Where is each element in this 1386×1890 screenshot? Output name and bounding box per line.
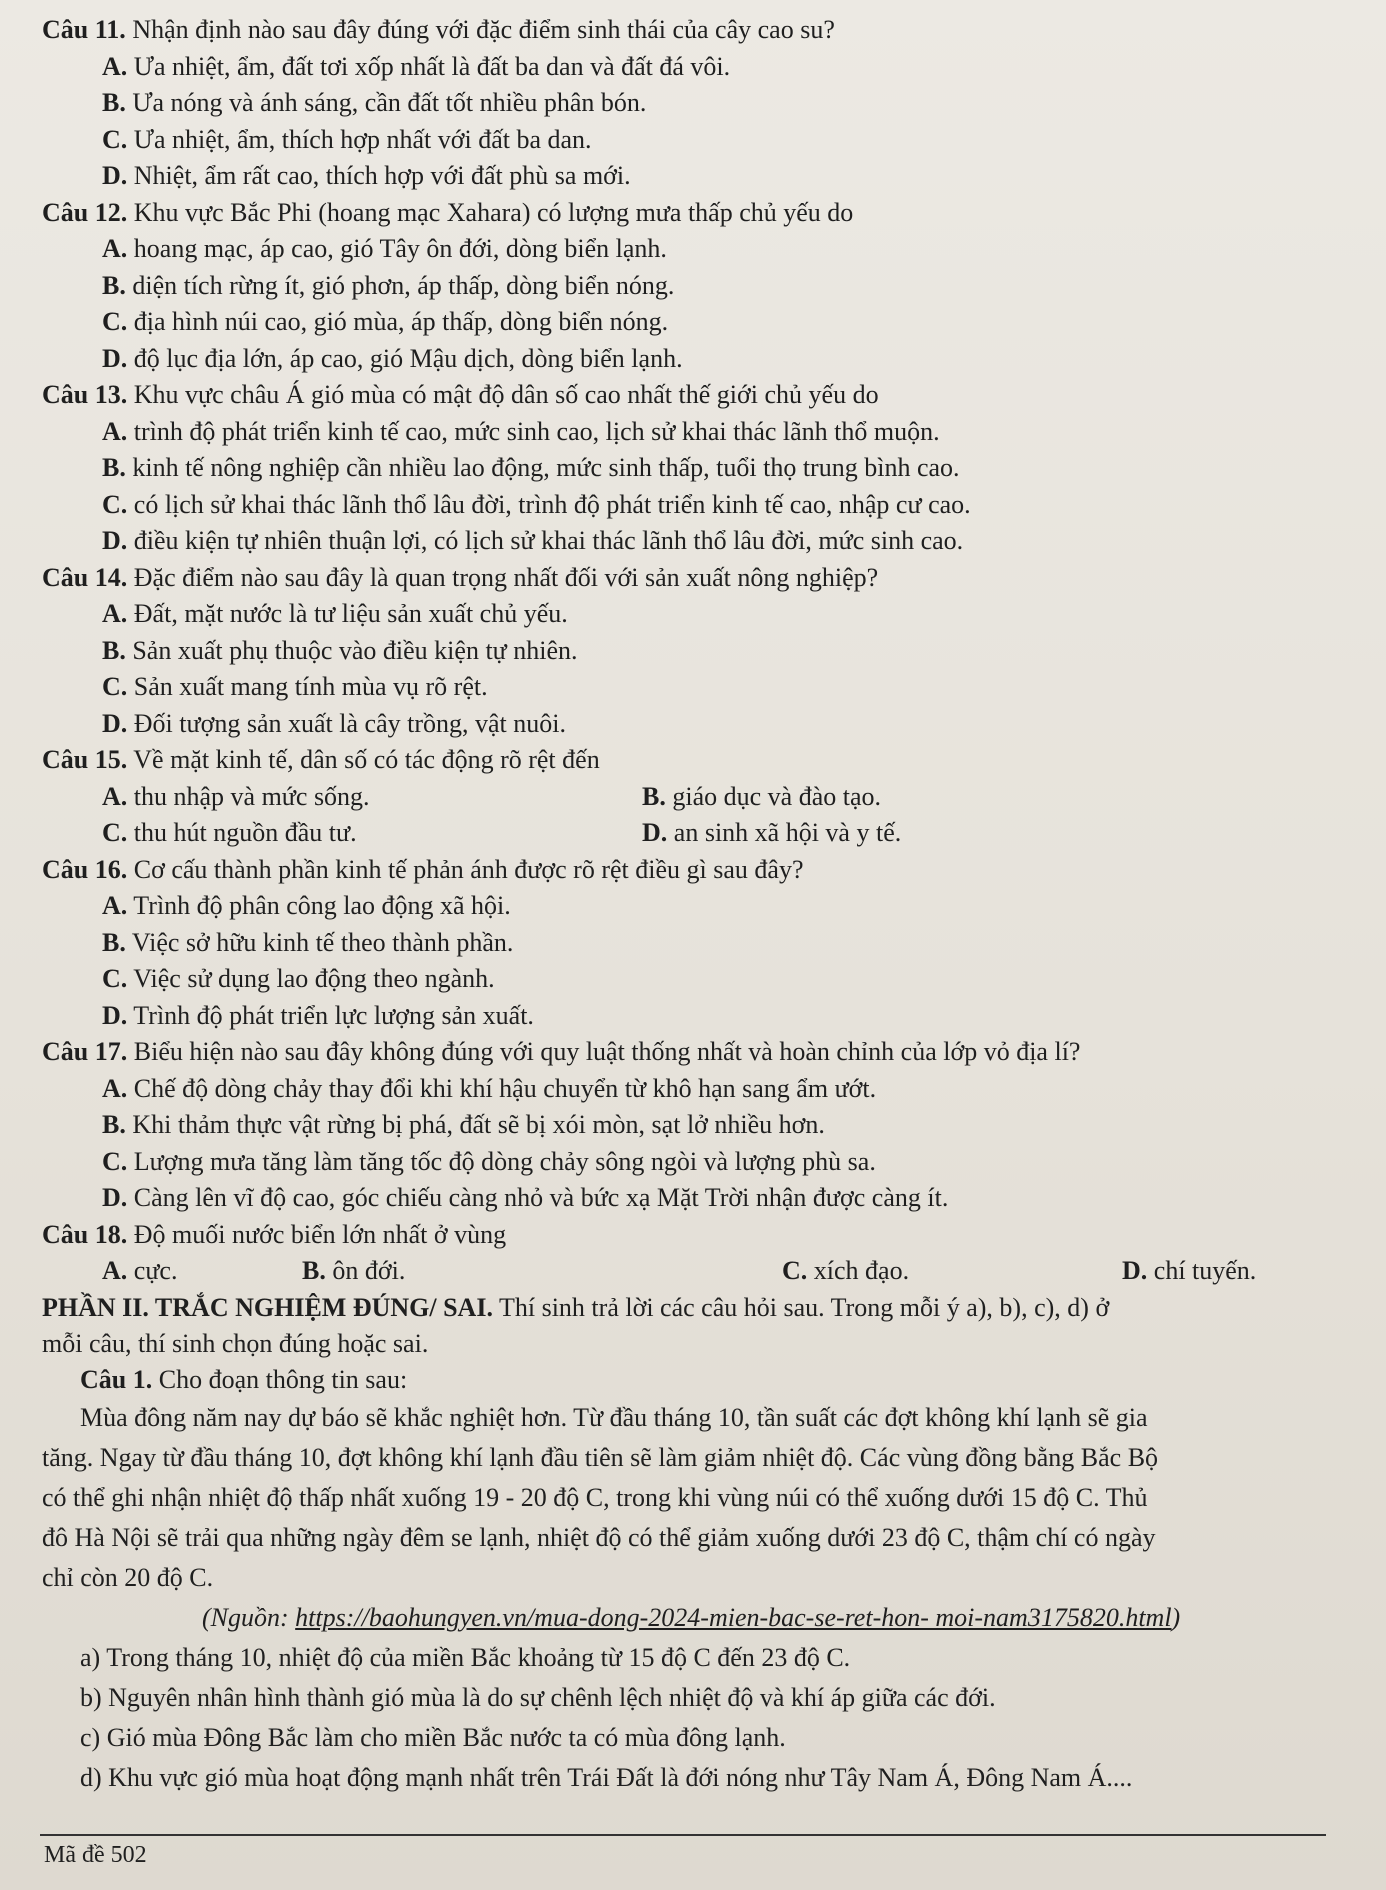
questions-11-14 — [42, 12, 1346, 742]
part-2-instruction: mỗi câu, thí sinh chọn đúng hoặc sai. — [42, 1328, 429, 1358]
question-text: Khu vực châu Á gió mùa có mật độ dân số cao nhất thế giới chủ yếu do — [127, 380, 879, 409]
option: D. Nhiệt, ẩm rất cao, thích hợp với đất phù sa mới. — [102, 161, 631, 190]
question-number: Câu 16. — [42, 854, 128, 884]
option: C. địa hình núi cao, gió mùa, áp thấp, dòng biển nóng. — [102, 307, 669, 336]
question-text: Biểu hiện nào sau đây không đúng với quy luật thống nhất và hoàn chỉnh của lớp vỏ địa lí? — [127, 1037, 1081, 1066]
question — [42, 1034, 1346, 1217]
question-number: Câu 1. — [80, 1364, 153, 1394]
source-citation: (Nguồn: https://baohungyen.vn/mua-dong-2024-mien-bac-se-ret-hon- moi-nam3175820.html) — [202, 1603, 1181, 1632]
question — [42, 377, 1346, 560]
option: C. Lượng mưa tăng làm tăng tốc độ dòng chảy sông ngòi và lượng phù sa. — [102, 1146, 876, 1176]
question-number: Câu 14. — [42, 562, 128, 592]
option: C. có lịch sử khai thác lãnh thổ lâu đời, trình độ phát triển kinh tế cao, nhập cư cao. — [102, 489, 971, 519]
info-passage — [42, 1398, 1346, 1598]
passage-line: tăng. Ngay từ đầu tháng 10, đợt không khí lạnh đầu tiên sẽ làm giảm nhiệt độ. Các vùng đồng bằng Bắc Bộ — [42, 1443, 1159, 1472]
option-a: A. thu nhập và mức sống. — [102, 781, 370, 811]
option: A. Đất, mặt nước là tư liệu sản xuất chủ yếu. — [102, 599, 568, 628]
question-number: Câu 15. — [42, 745, 128, 774]
passage-line: chỉ còn 20 độ C. — [42, 1563, 214, 1592]
option-b: B. giáo dục và đào tạo. — [642, 781, 881, 811]
passage-line: có thể ghi nhận nhiệt độ thấp nhất xuống 19 - 20 độ C, trong khi vùng núi có thể xuống dưới 15 độ C. Thủ — [42, 1483, 1148, 1512]
option-d: D. an sinh xã hội và y tế. — [642, 818, 902, 847]
option: D. Đối tượng sản xuất là cây trồng, vật nuôi. — [102, 708, 566, 738]
option-c: C. xích đạo. — [782, 1256, 910, 1285]
passage-line: Mùa đông năm nay dự báo sẽ khắc nghiệt hơn. Từ đầu tháng 10, tần suất các đợt không khí lạnh sẽ gia — [80, 1403, 1148, 1432]
option: B. kinh tế nông nghiệp cần nhiều lao động, mức sinh thấp, tuổi thọ trung bình cao. — [102, 453, 960, 482]
question — [42, 852, 1346, 1035]
questions-16-17 — [42, 852, 1346, 1217]
question-text: Cho đoạn thông tin sau: — [152, 1364, 408, 1394]
option: A. trình độ phát triển kinh tế cao, mức sinh cao, lịch sử khai thác lãnh thổ muộn. — [102, 416, 940, 446]
question-number: Câu 12. — [42, 197, 128, 227]
statement-item: d) Khu vực gió mùa hoạt động mạnh nhất trên Trái Đất là đới nóng như Tây Nam Á, Đông Nam Á.... — [80, 1763, 1133, 1792]
option: A. hoang mạc, áp cao, gió Tây ôn đới, dòng biển lạnh. — [102, 234, 667, 263]
question-text: Độ muối nước biển lớn nhất ở vùng — [127, 1219, 507, 1249]
part-2-heading: PHẦN II. TRẮC NGHIỆM ĐÚNG/ SAI. Thí sinh trả lời các câu hỏi sau. Trong mỗi ý a), b), c), d) ở — [42, 1292, 1110, 1322]
option: A. Chế độ dòng chảy thay đổi khi khí hậu chuyển từ khô hạn sang ẩm ướt. — [102, 1073, 877, 1103]
question-15 — [42, 742, 1346, 852]
question-number: Câu 18. — [42, 1219, 128, 1249]
passage-line: đô Hà Nội sẽ trải qua những ngày đêm se lạnh, nhiệt độ có thể giảm xuống dưới 23 độ C, thậm chí có ngày — [42, 1523, 1156, 1552]
question-number: Câu 11. — [42, 15, 126, 44]
option: B. Việc sở hữu kinh tế theo thành phần. — [102, 927, 514, 957]
question-text: Nhận định nào sau đây đúng với đặc điểm sinh thái của cây cao su? — [125, 15, 835, 44]
statement-item: a) Trong tháng 10, nhiệt độ của miền Bắc khoảng từ 15 độ C đến 23 độ C. — [80, 1643, 851, 1672]
question-number: Câu 13. — [42, 380, 128, 409]
option-d: D. chí tuyến. — [1122, 1256, 1257, 1285]
source-link[interactable]: https://baohungyen.vn/mua-dong-2024-mien-bac-se-ret-hon- moi-nam3175820.html — [295, 1603, 1172, 1632]
option: A. Trình độ phân công lao động xã hội. — [102, 891, 511, 920]
question-text: Đặc điểm nào sau đây là quan trọng nhất đối với sản xuất nông nghiệp? — [127, 562, 879, 592]
statement-item: c) Gió mùa Đông Bắc làm cho miền Bắc nước ta có mùa đông lạnh. — [80, 1723, 786, 1752]
option: C. Việc sử dụng lao động theo ngành. — [102, 964, 495, 993]
option-c: C. thu hút nguồn đầu tư. — [102, 818, 357, 847]
option: B. Ưa nóng và ánh sáng, cần đất tốt nhiều phân bón. — [102, 88, 647, 117]
option: D. điều kiện tự nhiên thuận lợi, có lịch sử khai thác lãnh thổ lâu đời, mức sinh cao. — [102, 526, 964, 555]
footer-divider — [40, 1834, 1326, 1836]
question-text: Về mặt kinh tế, dân số có tác động rõ rệt đến — [127, 745, 600, 774]
option: D. Trình độ phát triển lực lượng sản xuất. — [102, 1000, 534, 1030]
part-2-question-1 — [42, 1362, 1346, 1799]
question — [42, 12, 1346, 195]
option-b: B. ôn đới. — [302, 1256, 406, 1285]
option: B. Khi thảm thực vật rừng bị phá, đất sẽ bị xói mòn, sạt lở nhiều hơn. — [102, 1110, 825, 1139]
question — [42, 560, 1346, 743]
option: D. độ lục địa lớn, áp cao, gió Mậu dịch, dòng biển lạnh. — [102, 343, 683, 373]
question-18 — [42, 1217, 1346, 1290]
question-number: Câu 17. — [42, 1037, 128, 1066]
question-text: Cơ cấu thành phần kinh tế phản ánh được rõ rệt điều gì sau đây? — [127, 854, 804, 884]
option: B. Sản xuất phụ thuộc vào điều kiện tự nhiên. — [102, 635, 578, 665]
option: C. Ưa nhiệt, ẩm, thích hợp nhất với đất ba dan. — [102, 124, 592, 154]
option: D. Càng lên vĩ độ cao, góc chiếu càng nhỏ và bức xạ Mặt Trời nhận được càng ít. — [102, 1183, 949, 1212]
exam-code: Mã đề 502 — [44, 1842, 147, 1868]
option: C. Sản xuất mang tính mùa vụ rõ rệt. — [102, 672, 488, 701]
question-text: Khu vực Bắc Phi (hoang mạc Xahara) có lượng mưa thấp chủ yếu do — [127, 197, 854, 227]
question — [42, 195, 1346, 378]
option-a: A. cực. — [102, 1256, 178, 1285]
option: B. diện tích rừng ít, gió phơn, áp thấp, dòng biển nóng. — [102, 270, 675, 300]
statement-item: b) Nguyên nhân hình thành gió mùa là do sự chênh lệch nhiệt độ và khí áp giữa các đới. — [80, 1683, 996, 1712]
option: A. Ưa nhiệt, ẩm, đất tơi xốp nhất là đất ba dan và đất đá vôi. — [102, 51, 731, 81]
statements — [42, 1638, 1346, 1798]
